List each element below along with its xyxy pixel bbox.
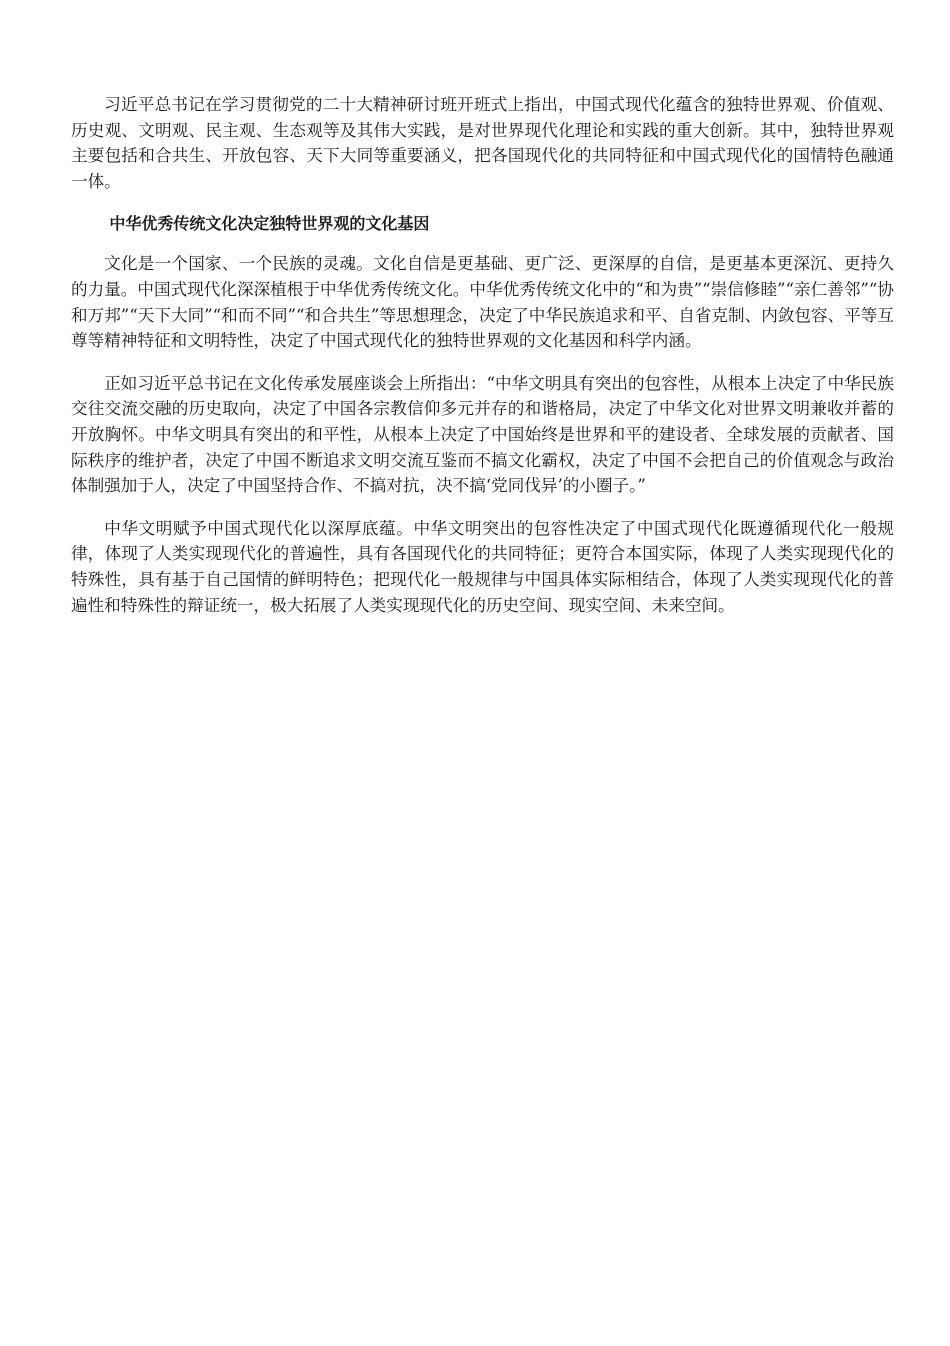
conclusion-paragraph: 中华文明赋予中国式现代化以深厚底蕴。中华文明突出的包容性决定了中国式现代化既遵循现代化一般规律，体现了人类实现现代化的普遍性，具有各国现代化的共同特征；更符合本国实际，体现了人类实现现代化的特殊性，具有基于自己国情的鲜明特色；把现代化一般规律与中国具体实际相结合，体现了人类实现现代化的普遍性和特殊性的辩证统一，极大拓展了人类实现现代化的历史空间、现实空间、未来空间。	[71, 518, 894, 615]
intro-paragraph: 习近平总书记在学习贯彻党的二十大精神研讨班开班式上指出，中国式现代化蕴含的独特世界观、价值观、历史观、文明观、民主观、生态观等及其伟大实践，是对世界现代化理论和实践的重大创新。其中，独特世界观主要包括和合共生、开放包容、天下大同等重要涵义，把各国现代化的共同特征和中国式现代化的国情特色融通一体。	[71, 95, 894, 191]
document-body	[71, 92, 894, 635]
section-heading: 中华优秀传统文化决定独特世界观的文化基因	[109, 214, 430, 234]
culture-paragraph: 文化是一个国家、一个民族的灵魂。文化自信是更基础、更广泛、更深厚的自信，是更基本更深沉、更持久的力量。中国式现代化深深植根于中华优秀传统文化。中华优秀传统文化中的“和为贵”“崇信修睦”“亲仁善邻”“协和万邦”“天下大同”“和而不同”“和合共生”等思想理念，决定了中华民族追求和平、自省克制、内敛包容、平等互尊等精神特征和文明特性，决定了中国式现代化的独特世界观的文化基因和科学内涵。	[71, 254, 894, 351]
quote-paragraph: 正如习近平总书记在文化传承发展座谈会上所指出：“中华文明具有突出的包容性，从根本上决定了中华民族交往交流交融的历史取向，决定了中国各宗教信仰多元并存的和谐格局，决定了中华文化对世界文明兼收并蓄的开放胸怀。中华文明具有突出的和平性，从根本上决定了中国始终是世界和平的建设者、全球发展的贡献者、国际秩序的维护者，决定了中国不断追求文明交流互鉴而不搞文化霸权，决定了中国不会把自己的价值观念与政治体制强加于人，决定了中国坚持合作、不搞对抗，决不搞‘党同伐异’的小圈子。”	[71, 373, 894, 496]
